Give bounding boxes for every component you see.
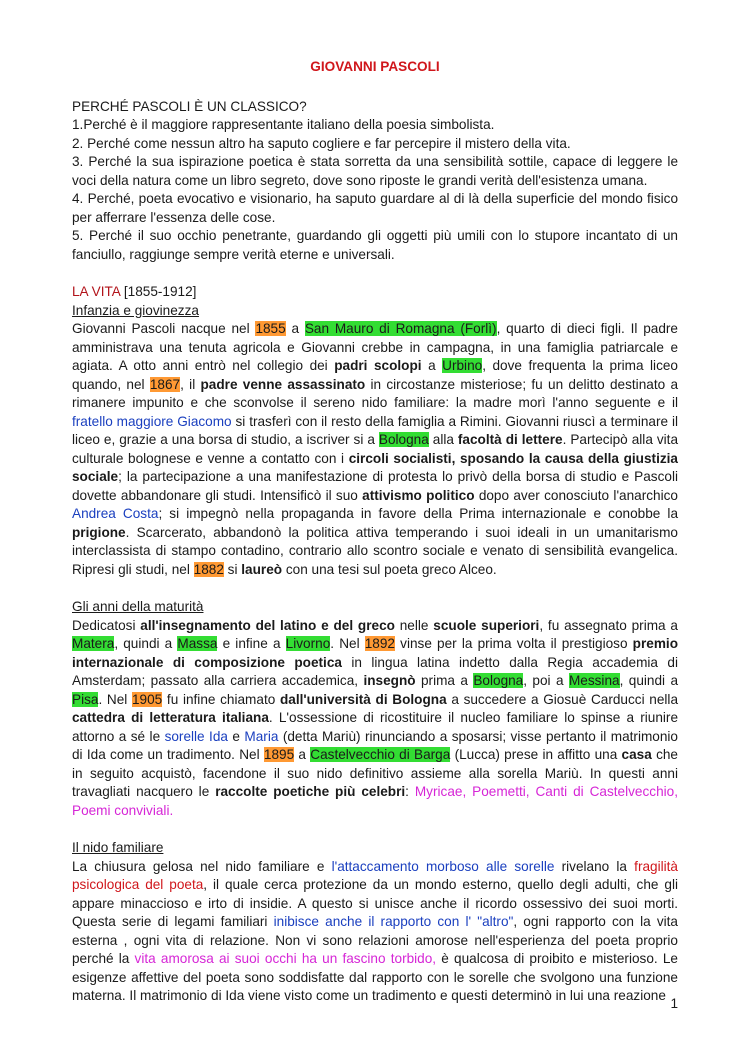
maturita-paragraph: Dedicatosi all'insegnamento del latino e del greco nelle scuole superiori, fu assegnato prima a Matera, quindi a Massa e infine a Livorno. Nel 1892 vinse per la prima volta il prestigioso premio internazionale di composizione poetica in lingua latina indetto dalla Regia accademia di Amsterdam; passato alla carriera accademica, insegnò prima a Bologna, poi a Messina, quindi a Pisa. Nel 1905 fu infine chiamato dall'università di Bologna a succedere a Giosuè Carducci nella cattedra di letteratura italiana. L'ossessione di ricostituire il nucleo familiare lo spinse a riunire attorno a sé le sorelle Ida e Maria (detta Mariù) rinunciando a sposarsi; visse pertanto il matrimonio di Ida come un tradimento. Nel 1895 a Castelvecchio di Barga (Lucca) prese in affitto una casa che in seguito acquistò, facendone il suo nido definitivo assieme alla sorella Mariù. In questi anni travagliati nacquero le raccolte poetiche più celebri: Myricae, Poemetti, Canti di Castelvecchio, Poemi conviviali. — [72, 617, 679, 818]
highlight-year: 1882 — [193, 561, 224, 577]
highlight-year: 1867 — [149, 376, 181, 392]
vita-dates: [1855-1912] — [123, 284, 197, 299]
colored-text: fragilità psicologica del poeta — [72, 858, 678, 892]
bold-text: facoltà di lettere — [457, 432, 563, 447]
page-title: GIOVANNI PASCOLI — [310, 59, 440, 74]
page-number: 1 — [670, 996, 678, 1011]
bold-text: insegnò — [363, 673, 416, 688]
colored-text: fratello maggiore Giacomo — [72, 413, 232, 429]
bold-text: all'insegnamento del latino e del greco — [140, 617, 395, 633]
bold-text: padri scolopi — [334, 358, 422, 373]
highlight-place: Bologna — [378, 432, 429, 447]
infanzia-paragraph: Giovanni Pascoli nacque nel 1855 a San Mauro di Romagna (Forlì), quarto di dieci figli. Il padre amministrava una tenuta agricola e Giovanni crebbe in campagna, in una famiglia patriarcale e agiata. A otto anni entrò nel collegio dei padri scolopi a Urbino, dove frequenta la prima liceo quando, nel 1867, il padre venne assassinato in circostanze misteriose; fu un delitto destinato a rimanere impunito e che sconvolse il sereno nido familiare: la madre morì l'anno seguente e il fratello maggiore Giacomo si trasferì con il resto della famiglia a Rimini. Giovanni riuscì a terminare il liceo e, grazie a una borsa di studio, a iscriver si a Bologna alla facoltà di lettere. Partecipò alla vita culturale bolognese e venne a contatto con i circoli socialisti, sposando la causa della giustizia sociale; la partecipazione a una manifestazione di protesta lo privò della borsa di studio e Pascoli dovette abbandonare gli studi. Intensificò il suo attivismo politico dopo aver conosciuto l'anarchico Andrea Costa; si impegnò nella propaganda in favore della Prima internazionale e conobbe la prigione. Scarcerato, abbandonò la politica attiva temperando i suoi ideali in un umanitarismo interclassista di stampo contadino, contrario allo scontro sociale e venato di sensibilità evangelica. Ripresi gli studi, nel 1882 si laureò con una tesi sul poeta greco Alceo. — [72, 321, 679, 577]
bold-text: scuole superiori — [433, 617, 540, 633]
colored-text: Andrea Costa — [72, 506, 159, 521]
maturita-heading: Gli anni della maturità — [72, 599, 204, 614]
classic-reason: 5. Perché il suo occhio penetrante, guardando gli oggetti più umili con lo stupore incantato di un fanciullo, raggiunge sempre verità eterne e universali. — [72, 228, 678, 262]
highlight-place: Pisa — [72, 691, 99, 707]
highlight-year: 1905 — [132, 691, 163, 707]
highlight-place: San Mauro di Romagna (Forlì) — [304, 321, 497, 336]
highlight-year: 1895 — [263, 747, 295, 762]
bold-text: premio internazionale di composizione poetica — [72, 636, 678, 670]
classic-reason: 3. Perché la sua ispirazione poetica è stata sorretta da una sensibilità sottile, capace di leggere le voci della natura come un libro segreto, dove sono riposte le grandi verità dell'esistenza umana. — [72, 154, 678, 188]
infanzia-heading: Infanzia e giovinezza — [72, 302, 199, 318]
colored-text: Myricae, Poemetti, Canti di Castelvecchio, Poemi conviviali. — [72, 784, 678, 818]
bold-text: casa — [621, 747, 652, 762]
classic-reason: 2. Perché come nessun altro ha saputo cogliere e far percepire il mistero della vita. — [72, 135, 571, 151]
highlight-place: Castelvecchio di Barga — [310, 747, 451, 762]
vita-heading-line — [72, 283, 678, 302]
bold-text: circoli socialisti, sposando la causa della giustizia sociale — [72, 450, 678, 484]
colored-text: vita amorosa ai suoi occhi ha un fascino torbido, — [134, 951, 437, 966]
nido-heading: Il nido familiare — [72, 840, 164, 855]
nido-paragraph: La chiusura gelosa nel nido familiare e l'attaccamento morboso alle sorelle rivelano la fragilità psicologica del poeta, il quale cerca protezione da un mondo esterno, quello degli adulti, che gli appare minaccioso e irto di insidie. A questo si unisce anche il ricordo ossessivo dei suoi morti. Questa serie di legami familiari inibisce anche il rapporto con l' "altro", ogni rapporto con la vita esterna , ogni vita di relazione. Non vi sono relazioni amorose nell'esperienza del poeta proprio perché la vita amorosa ai suoi occhi ha un fascino torbido, è qualcosa di proibito e misterioso. Le esigenze affettive del poeta sono soddisfatte dal rapporto con le sorelle che svolgono una funzione materna. Il matrimonio di Ida viene visto come un tradimento e questi determinò in lui una reazione — [72, 858, 678, 1003]
colored-text: sorelle Ida — [164, 728, 228, 744]
bold-text: laureò — [241, 561, 283, 577]
highlight-place: Massa — [177, 636, 218, 651]
highlight-place: Livorno — [285, 636, 331, 651]
classic-section — [72, 98, 678, 265]
colored-text: Maria — [244, 728, 279, 744]
highlight-place: Messina — [568, 673, 620, 688]
colored-text: inibisce anche il rapporto con l' "altro" — [273, 914, 514, 929]
classic-reason: 4. Perché, poeta evocativo e visionario, ha saputo guardare al di là della superficie del mondo fisico per afferrare l'essenza delle cose. — [72, 191, 678, 225]
highlight-year: 1892 — [364, 636, 395, 651]
document-page — [72, 58, 678, 1006]
classic-reason: 1.Perché è il maggiore rappresentante italiano della poesia simbolista. — [72, 117, 495, 132]
bold-text: attivismo politico — [362, 487, 475, 503]
bold-text: raccolte poetiche più celebri — [215, 784, 406, 799]
highlight-place: Matera — [72, 636, 115, 651]
vita-heading: LA VITA — [72, 284, 121, 299]
bold-text: prigione — [72, 524, 126, 540]
highlight-place: Bologna — [473, 673, 524, 688]
bold-text: padre venne assassinato — [200, 376, 366, 392]
colored-text: l'attaccamento morboso alle sorelle — [331, 858, 555, 874]
highlight-year: 1855 — [255, 321, 286, 336]
highlight-place: Urbino — [442, 358, 483, 373]
bold-text: dall'università di Bologna — [279, 691, 447, 707]
bold-text: cattedra di letteratura italiana — [72, 710, 269, 725]
classic-question: PERCHÉ PASCOLI È UN CLASSICO? — [72, 98, 307, 114]
